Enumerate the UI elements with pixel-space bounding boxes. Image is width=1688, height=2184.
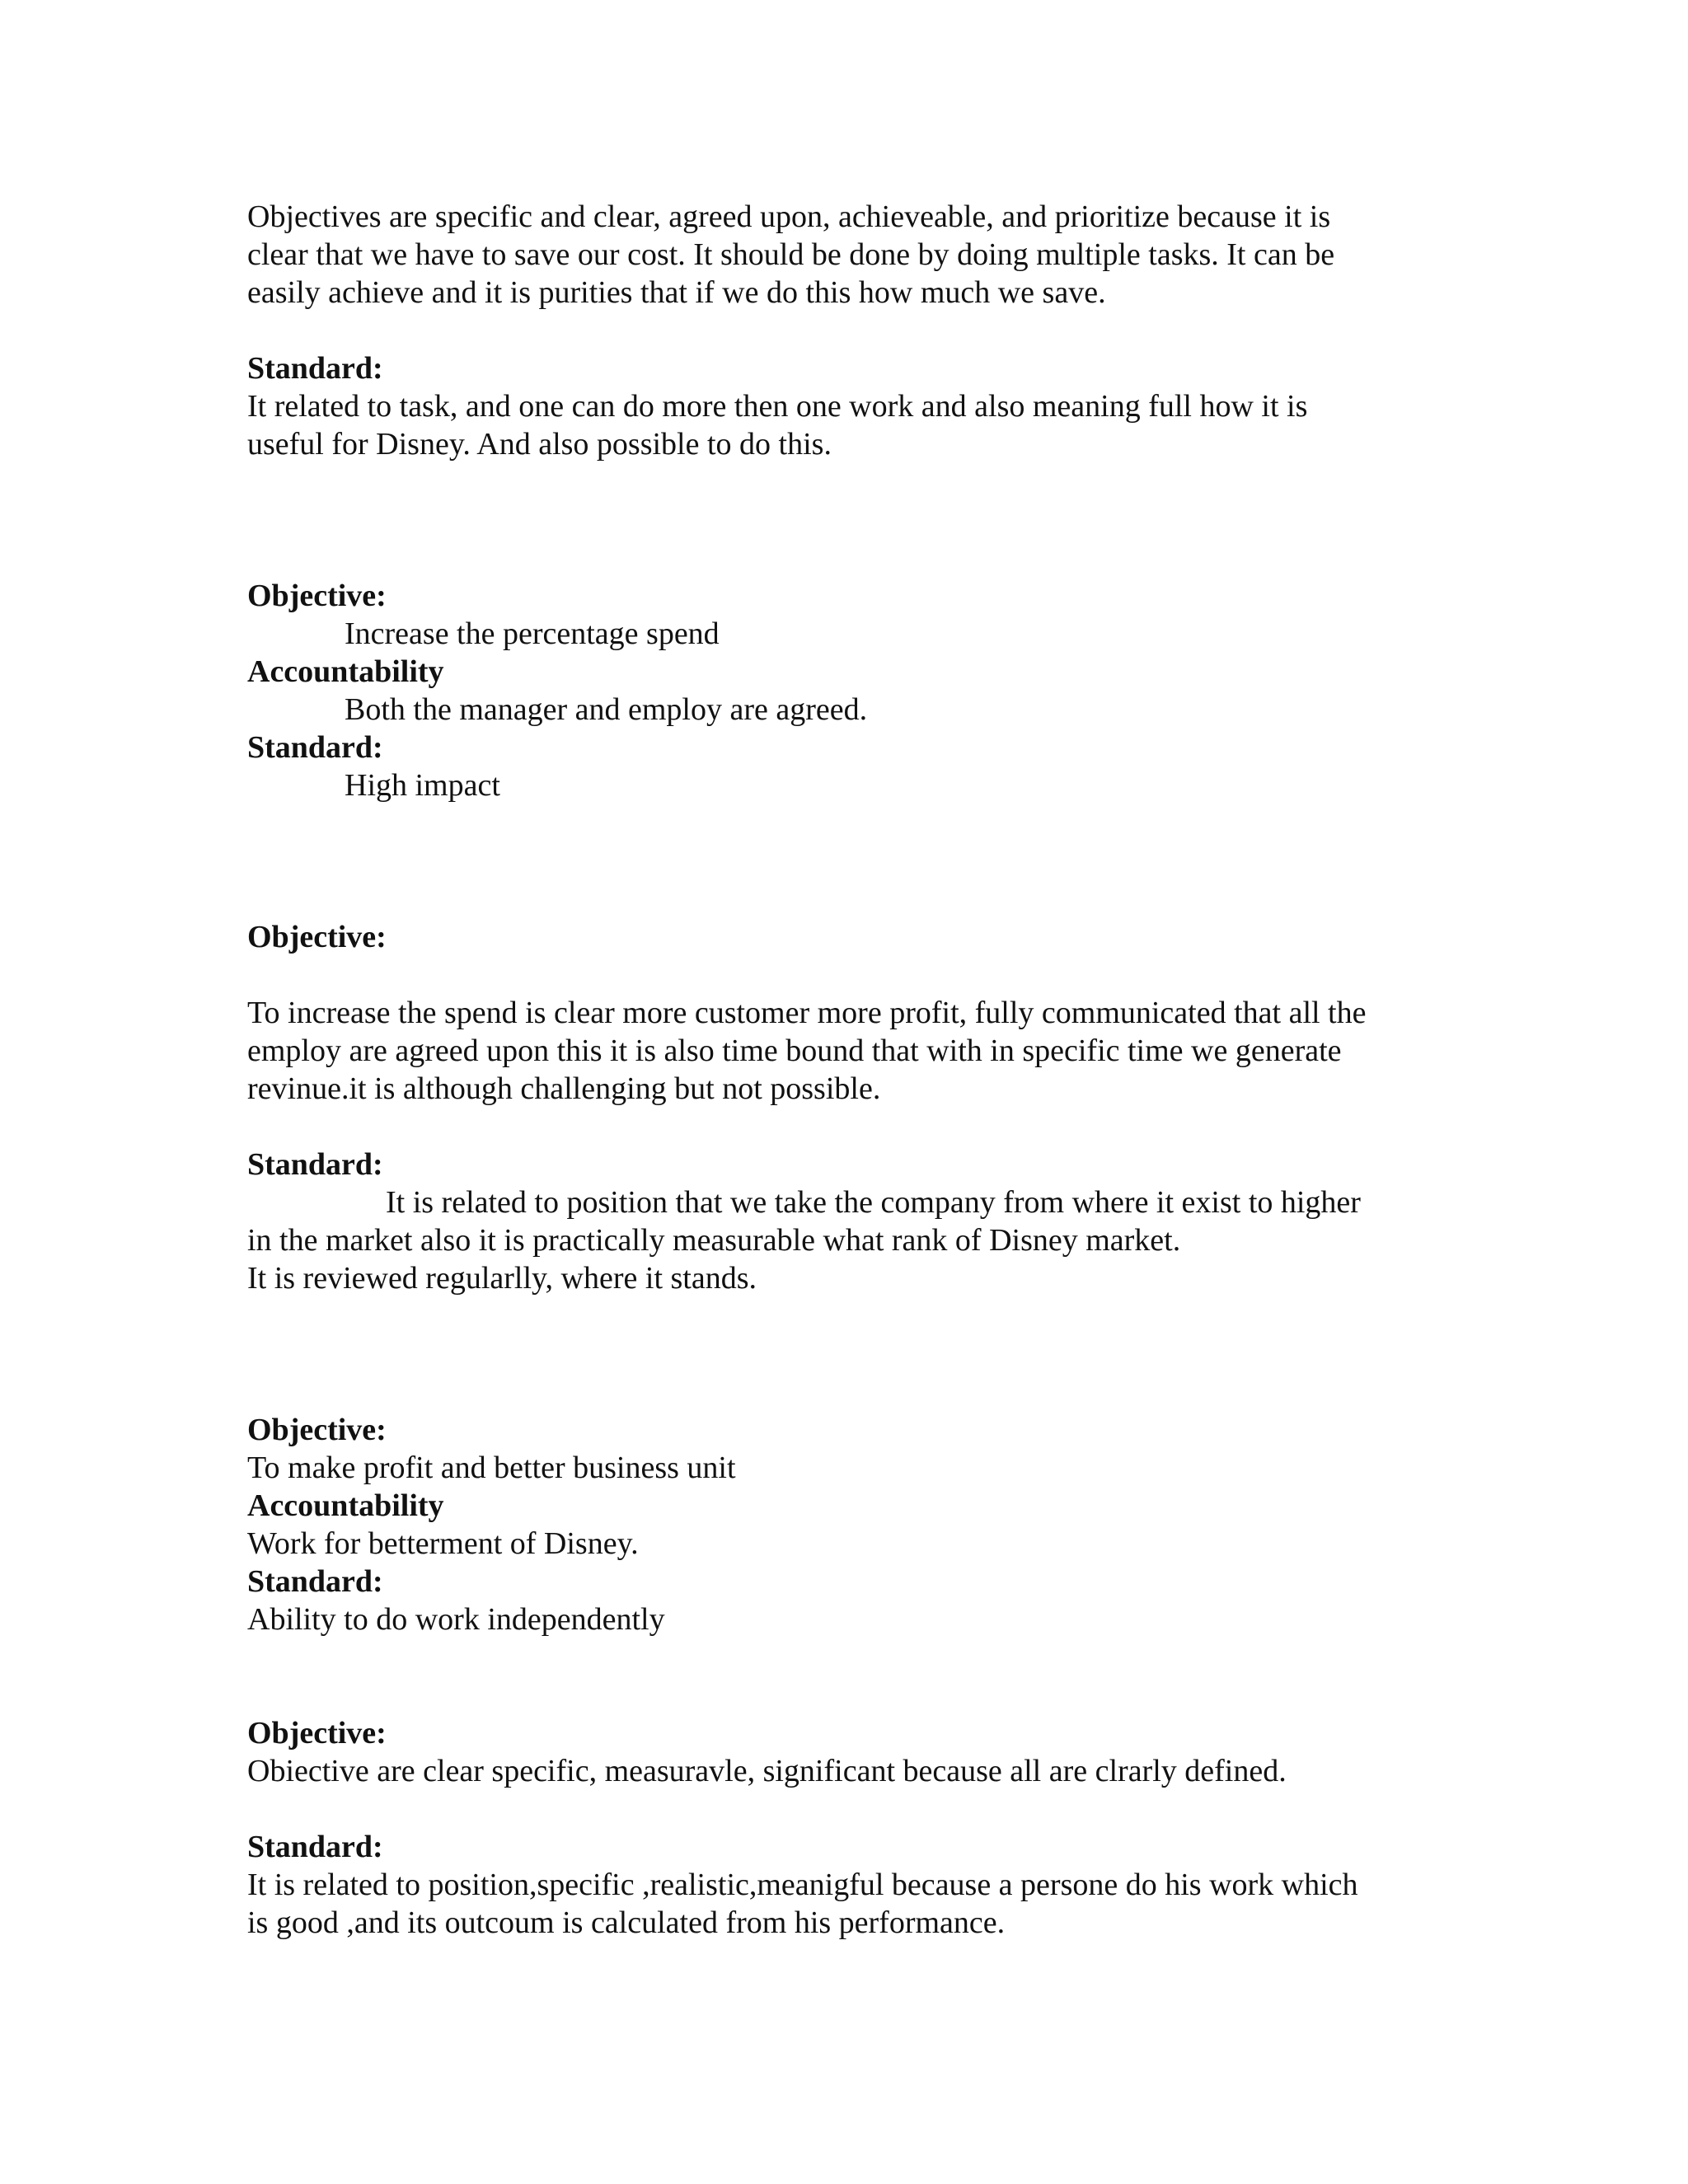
- section2-objective-text: Increase the percentage spend: [345, 616, 720, 651]
- intro-line-1: Objectives are specific and clear, agreed upon, achieveable, and prioritize because it is: [247, 199, 1331, 234]
- section2-accountability-text: Both the manager and employ are agreed.: [345, 692, 868, 727]
- intro-standard-heading: Standard:: [247, 351, 383, 386]
- section5-standard-line-1: It is related to position,specific ,realistic,meanigful because a persone do his work which: [247, 1868, 1358, 1902]
- section3-standard-line-2: in the market also it is practically measurable what rank of Disney market.: [247, 1223, 1181, 1258]
- section4-objective-text: To make profit and better business unit: [247, 1451, 736, 1485]
- section3-objective-line-1: To increase the spend is clear more customer more profit, fully communicated that all the: [247, 996, 1367, 1030]
- section3-standard-line-1: It is related to position that we take the company from where it exist to higher: [386, 1185, 1361, 1220]
- section3-objective-line-2: employ are agreed upon this it is also time bound that with in specific time we generate: [247, 1033, 1342, 1068]
- section2-accountability-heading: Accountability: [247, 654, 444, 689]
- section5-standard-heading: Standard:: [247, 1830, 383, 1864]
- section5-objective-heading: Objective:: [247, 1716, 387, 1750]
- intro-line-2: clear that we have to save our cost. It should be done by doing multiple tasks. It can be: [247, 237, 1335, 272]
- section2-objective-heading: Objective:: [247, 579, 387, 613]
- section4-standard-text: Ability to do work independently: [247, 1602, 665, 1637]
- section3-standard-heading: Standard:: [247, 1147, 383, 1182]
- section2-standard-text: High impact: [345, 768, 500, 803]
- section3-standard-line-3: It is reviewed regularlly, where it stands.: [247, 1261, 757, 1296]
- section4-accountability-heading: Accountability: [247, 1488, 444, 1523]
- section3-objective-line-3: revinue.it is although challenging but not possible.: [247, 1071, 881, 1106]
- section3-objective-heading: Objective:: [247, 920, 387, 954]
- intro-standard-line-2: useful for Disney. And also possible to do this.: [247, 427, 832, 462]
- section4-accountability-text: Work for betterment of Disney.: [247, 1526, 639, 1561]
- section4-objective-heading: Objective:: [247, 1413, 387, 1447]
- section4-standard-heading: Standard:: [247, 1564, 383, 1599]
- intro-line-3: easily achieve and it is purities that if we do this how much we save.: [247, 275, 1106, 310]
- intro-standard-line-1: It related to task, and one can do more then one work and also meaning full how it is: [247, 389, 1308, 424]
- section2-standard-heading: Standard:: [247, 730, 383, 765]
- section5-standard-line-2: is good ,and its outcoum is calculated from his performance.: [247, 1905, 1006, 1940]
- section5-objective-text: Obiective are clear specific, measuravle, significant because all are clrarly defined.: [247, 1754, 1287, 1788]
